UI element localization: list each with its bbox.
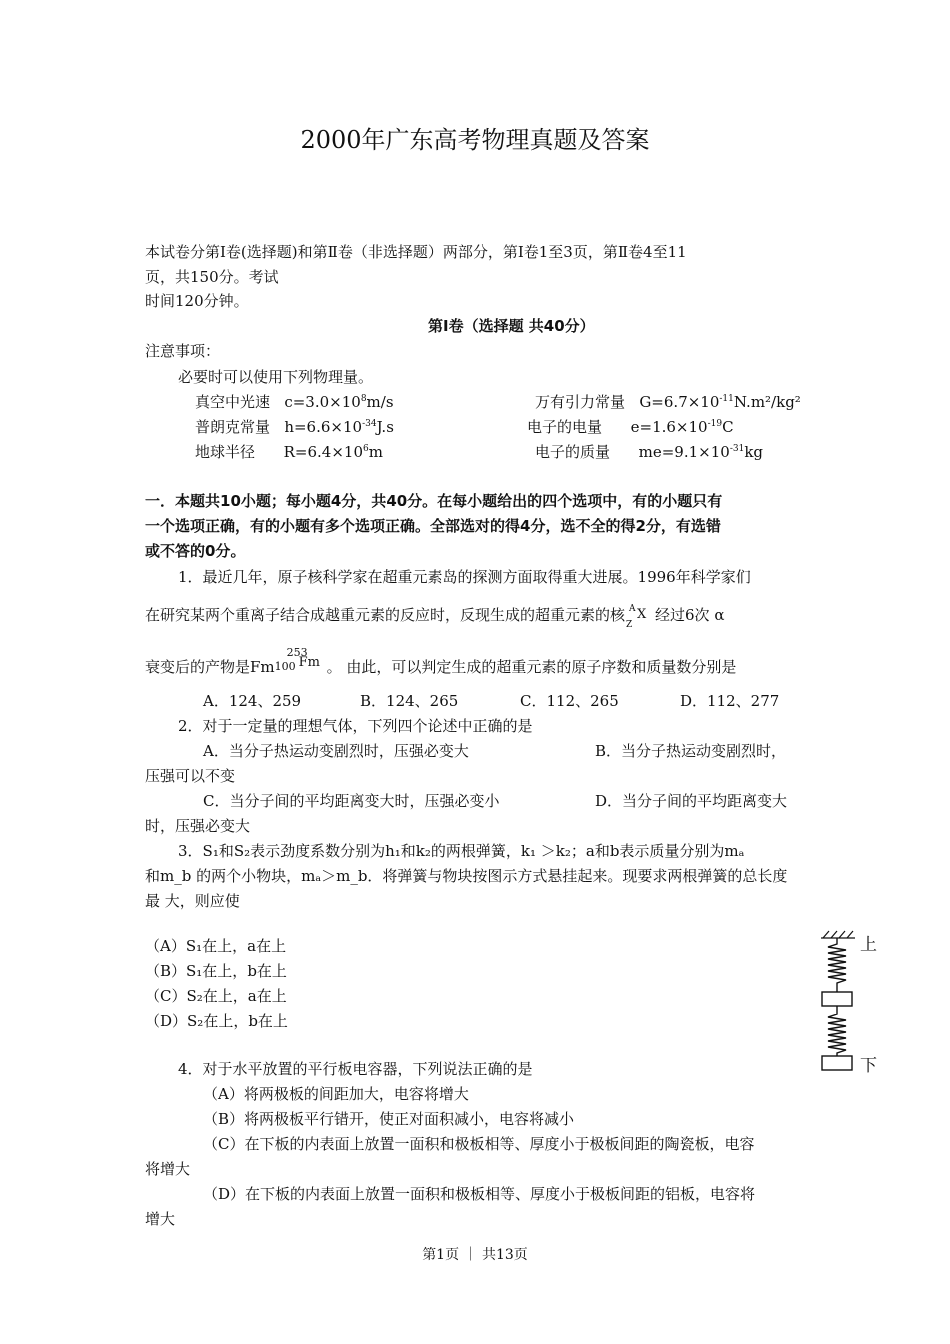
constant-name: 地球半径 (195, 443, 256, 461)
q3-option-c: （C）S₂在上，a在上 (145, 987, 287, 1005)
constant-value: e=1.6×10 (630, 418, 708, 436)
q4-option-c-cont: 将增大 (145, 1160, 191, 1178)
constant-exp: -34 (362, 419, 377, 429)
q2-option-c: C．当分子间的平均距离变大时，压强必变小 (203, 792, 500, 810)
q3-line-2: 和m_b 的两个小物块，mₐ＞m_b．将弹簧与物块按图示方式悬挂起来。现要求两根弹簧的总长度 (145, 867, 788, 885)
q3-line-3: 最 大，则应使 (145, 892, 240, 910)
page-footer: 第1页 ｜ 共13页 (422, 1247, 528, 1263)
q1-option-c: C．112、265 (520, 692, 619, 710)
nuclide-mass: A (629, 604, 636, 614)
constant-value: c=3.0×10 (284, 393, 361, 411)
constant-name: 电子的质量 (535, 443, 611, 461)
q1-line-2 (145, 604, 725, 630)
constant-exp: 8 (360, 394, 367, 404)
q1-line-3 (145, 646, 737, 678)
spring-figure (815, 928, 885, 1078)
q1-option-b: B．124、265 (360, 692, 459, 710)
fm-charge: 100 (274, 660, 296, 673)
q3-line-1: 3．S₁和S₂表示劲度系数分别为h₁和k₂的两根弹簧，k₁ ＞k₂；a和b表示质量分别为mₐ (178, 842, 745, 860)
constant-exp: -31 (729, 444, 745, 454)
part1-instructions-3: 或不答的0分。 (145, 542, 246, 560)
fm-symbol: Fm (298, 655, 320, 670)
nuclide-charge: Z (626, 620, 633, 630)
q4-stem: 4．对于水平放置的平行板电容器，下列说法正确的是 (178, 1060, 533, 1078)
constant-name: 电子的电量 (527, 418, 603, 436)
section-header: 第Ⅰ卷（选择题 共40分） (428, 317, 595, 335)
constant-unit: kg (744, 443, 764, 461)
constant-electron-charge (527, 416, 734, 438)
constant-exp: -11 (719, 394, 734, 404)
constant-electron-mass (535, 441, 763, 463)
intro-line-1: 本试卷分第Ⅰ卷(选择题)和第Ⅱ卷（非选择题）两部分，第Ⅰ卷1至3页，第Ⅱ卷4至11 (145, 243, 687, 261)
constant-name: 万有引力常量 (535, 393, 626, 411)
q1-line-3-end: 。 由此，可以判定生成的超重元素的原子序数和质量数分别是 (326, 658, 737, 676)
constant-value: R=6.4×10 (283, 443, 363, 461)
q1-option-a: A．124、259 (203, 692, 302, 710)
q1-option-d: D．112、277 (680, 692, 780, 710)
q3-option-b: （B）S₁在上，b在上 (145, 962, 287, 980)
q4-option-d: （D）在下板的内表面上放置一面积和极板相等、厚度小于极板间距的铝板，电容将 (203, 1185, 756, 1203)
label-bottom: 下 (860, 1056, 877, 1075)
q1-line-2-end: 经过6次 α (655, 606, 725, 624)
intro-line-3: 时间120分钟。 (145, 292, 249, 310)
constant-earth-radius (195, 441, 383, 463)
upper-spring (828, 938, 846, 992)
q1-line-2-text: 在研究某两个重离子结合成越重元素的反应时，反现生成的超重元素的核 (145, 606, 626, 624)
constant-unit: m (368, 443, 383, 461)
constant-unit: C (722, 418, 734, 436)
constant-value: h=6.6×10 (284, 418, 363, 436)
q2-option-d-cont: 时，压强必变大 (145, 817, 251, 835)
part1-instructions-1: 一．本题共10小题；每小题4分，共40分。在每小题给出的四个选项中，有的小题只有 (145, 492, 723, 510)
q3-option-a: （A）S₁在上，a在上 (145, 937, 287, 955)
nuclide-x (625, 604, 655, 630)
part1-instructions-2: 一个选项正确，有的小题有多个选项正确。全部选对的得4分，选不全的得2分，有选错 (145, 517, 721, 535)
constant-value: me=9.1×10 (638, 443, 730, 461)
constant-exp: 6 (363, 444, 369, 454)
ceiling (821, 931, 855, 938)
q4-option-b: （B）将两极板平行错开，使正对面积减小，电容将减小 (203, 1110, 575, 1128)
constant-light-speed (195, 391, 394, 413)
q4-option-c: （C）在下板的内表面上放置一面积和极板相等、厚度小于极板间距的陶瓷板，电容 (203, 1135, 755, 1153)
q3-option-d: （D）S₂在上，b在上 (145, 1012, 288, 1030)
q2-stem: 2．对于一定量的理想气体，下列四个论述中正确的是 (178, 717, 533, 735)
fm-nuclide (274, 646, 327, 676)
constant-value: G=6.7×10 (639, 393, 720, 411)
label-top: 上 (860, 935, 877, 954)
q4-option-a: （A）将两极板的间距加大，电容将增大 (203, 1085, 469, 1103)
notes-subheading: 必要时可以使用下列物理量。 (178, 368, 374, 386)
lower-block (822, 1056, 852, 1070)
intro-line-2: 页，共150分。考试 (145, 268, 279, 286)
constant-planck (195, 416, 394, 438)
q2-option-b: B．当分子热运动变剧烈时， (595, 742, 787, 760)
constant-unit: N.m²/kg² (733, 393, 801, 411)
constant-exp: -19 (707, 419, 723, 429)
constant-name: 真空中光速 (195, 393, 271, 411)
fm-mass: 253 (286, 646, 308, 659)
q2-option-a: A．当分子热运动变剧烈时，压强必变大 (203, 742, 469, 760)
q2-option-d: D．当分子间的平均距离变大 (595, 792, 788, 810)
page-title: 2000年广东高考物理真题及答案 (300, 126, 650, 154)
constant-unit: m/s (366, 393, 394, 411)
q2-option-b-cont: 压强可以不变 (145, 767, 236, 785)
notes-heading: 注意事项： (145, 342, 221, 360)
q1-line-3-text: 衰变后的产物是Fm (145, 658, 275, 676)
constant-unit: J.s (376, 418, 394, 436)
lower-spring (828, 1006, 846, 1056)
upper-block (822, 992, 852, 1006)
q4-option-d-cont: 增大 (145, 1210, 176, 1228)
nuclide-symbol: X (637, 607, 647, 622)
q1-line-1: 1．最近几年，原子核科学家在超重元素岛的探测方面取得重大进展。1996年科学家们 (178, 568, 751, 586)
constant-gravity (535, 391, 801, 413)
constant-name: 普朗克常量 (195, 418, 271, 436)
